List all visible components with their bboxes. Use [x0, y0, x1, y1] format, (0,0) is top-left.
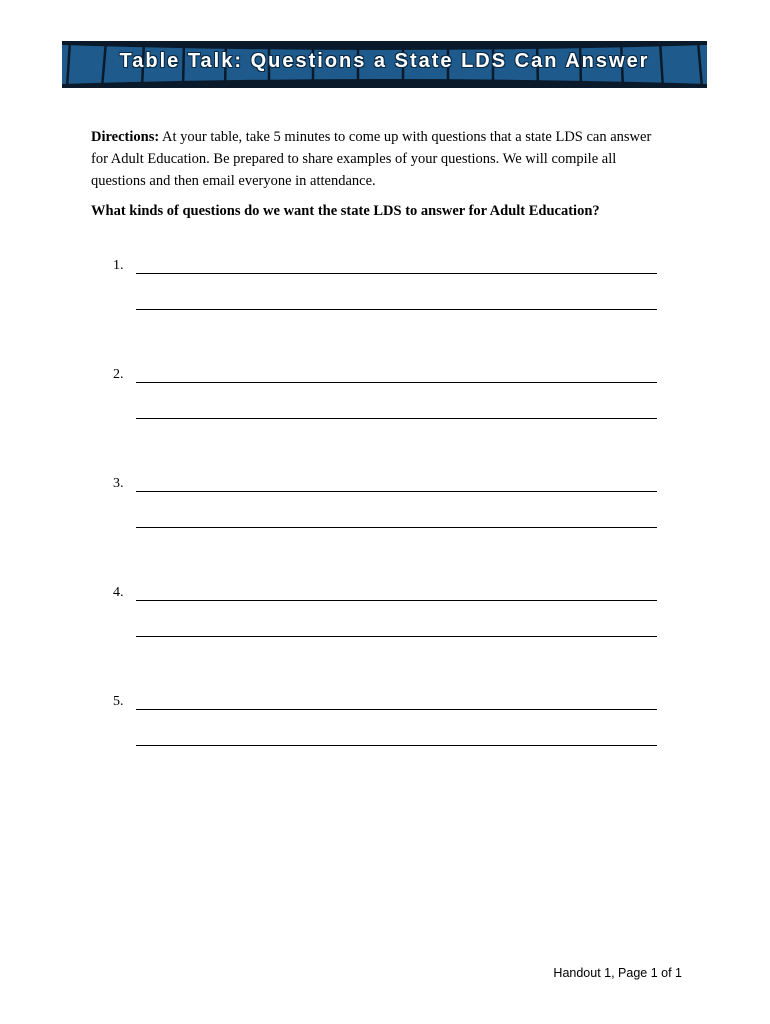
answer-item-1	[91, 258, 661, 318]
answer-line[interactable]	[136, 636, 657, 637]
answer-number: 1.	[113, 258, 124, 273]
page-title: Table Talk: Questions a State LDS Can Answer	[119, 50, 650, 72]
answer-number: 5.	[113, 694, 124, 709]
answer-line[interactable]	[136, 745, 657, 746]
answer-line[interactable]	[136, 382, 657, 383]
answer-line[interactable]	[136, 273, 657, 274]
directions-label: Directions:	[91, 129, 160, 145]
answer-item-5	[91, 694, 661, 754]
answer-number: 2.	[113, 367, 124, 382]
page-footer: Handout 1, Page 1 of 1	[553, 966, 682, 980]
answer-line[interactable]	[136, 418, 657, 419]
title-banner	[62, 41, 707, 88]
answer-number: 4.	[113, 585, 124, 600]
answer-line[interactable]	[136, 491, 657, 492]
question-heading: What kinds of questions do we want the state LDS to answer for Adult Education?	[91, 203, 600, 219]
answer-line[interactable]	[136, 600, 657, 601]
directions-paragraph	[91, 126, 671, 192]
answer-item-3	[91, 476, 661, 536]
answer-line[interactable]	[136, 309, 657, 310]
answer-item-2	[91, 367, 661, 427]
answer-line[interactable]	[136, 527, 657, 528]
answer-number: 3.	[113, 476, 124, 491]
answer-item-4	[91, 585, 661, 645]
answer-line[interactable]	[136, 709, 657, 710]
directions-text: At your table, take 5 minutes to come up with questions that a state LDS can answer for Adult Education. Be prepared to share examples of your questions. We will compile all questions and then email everyone in attendance.	[91, 129, 652, 189]
